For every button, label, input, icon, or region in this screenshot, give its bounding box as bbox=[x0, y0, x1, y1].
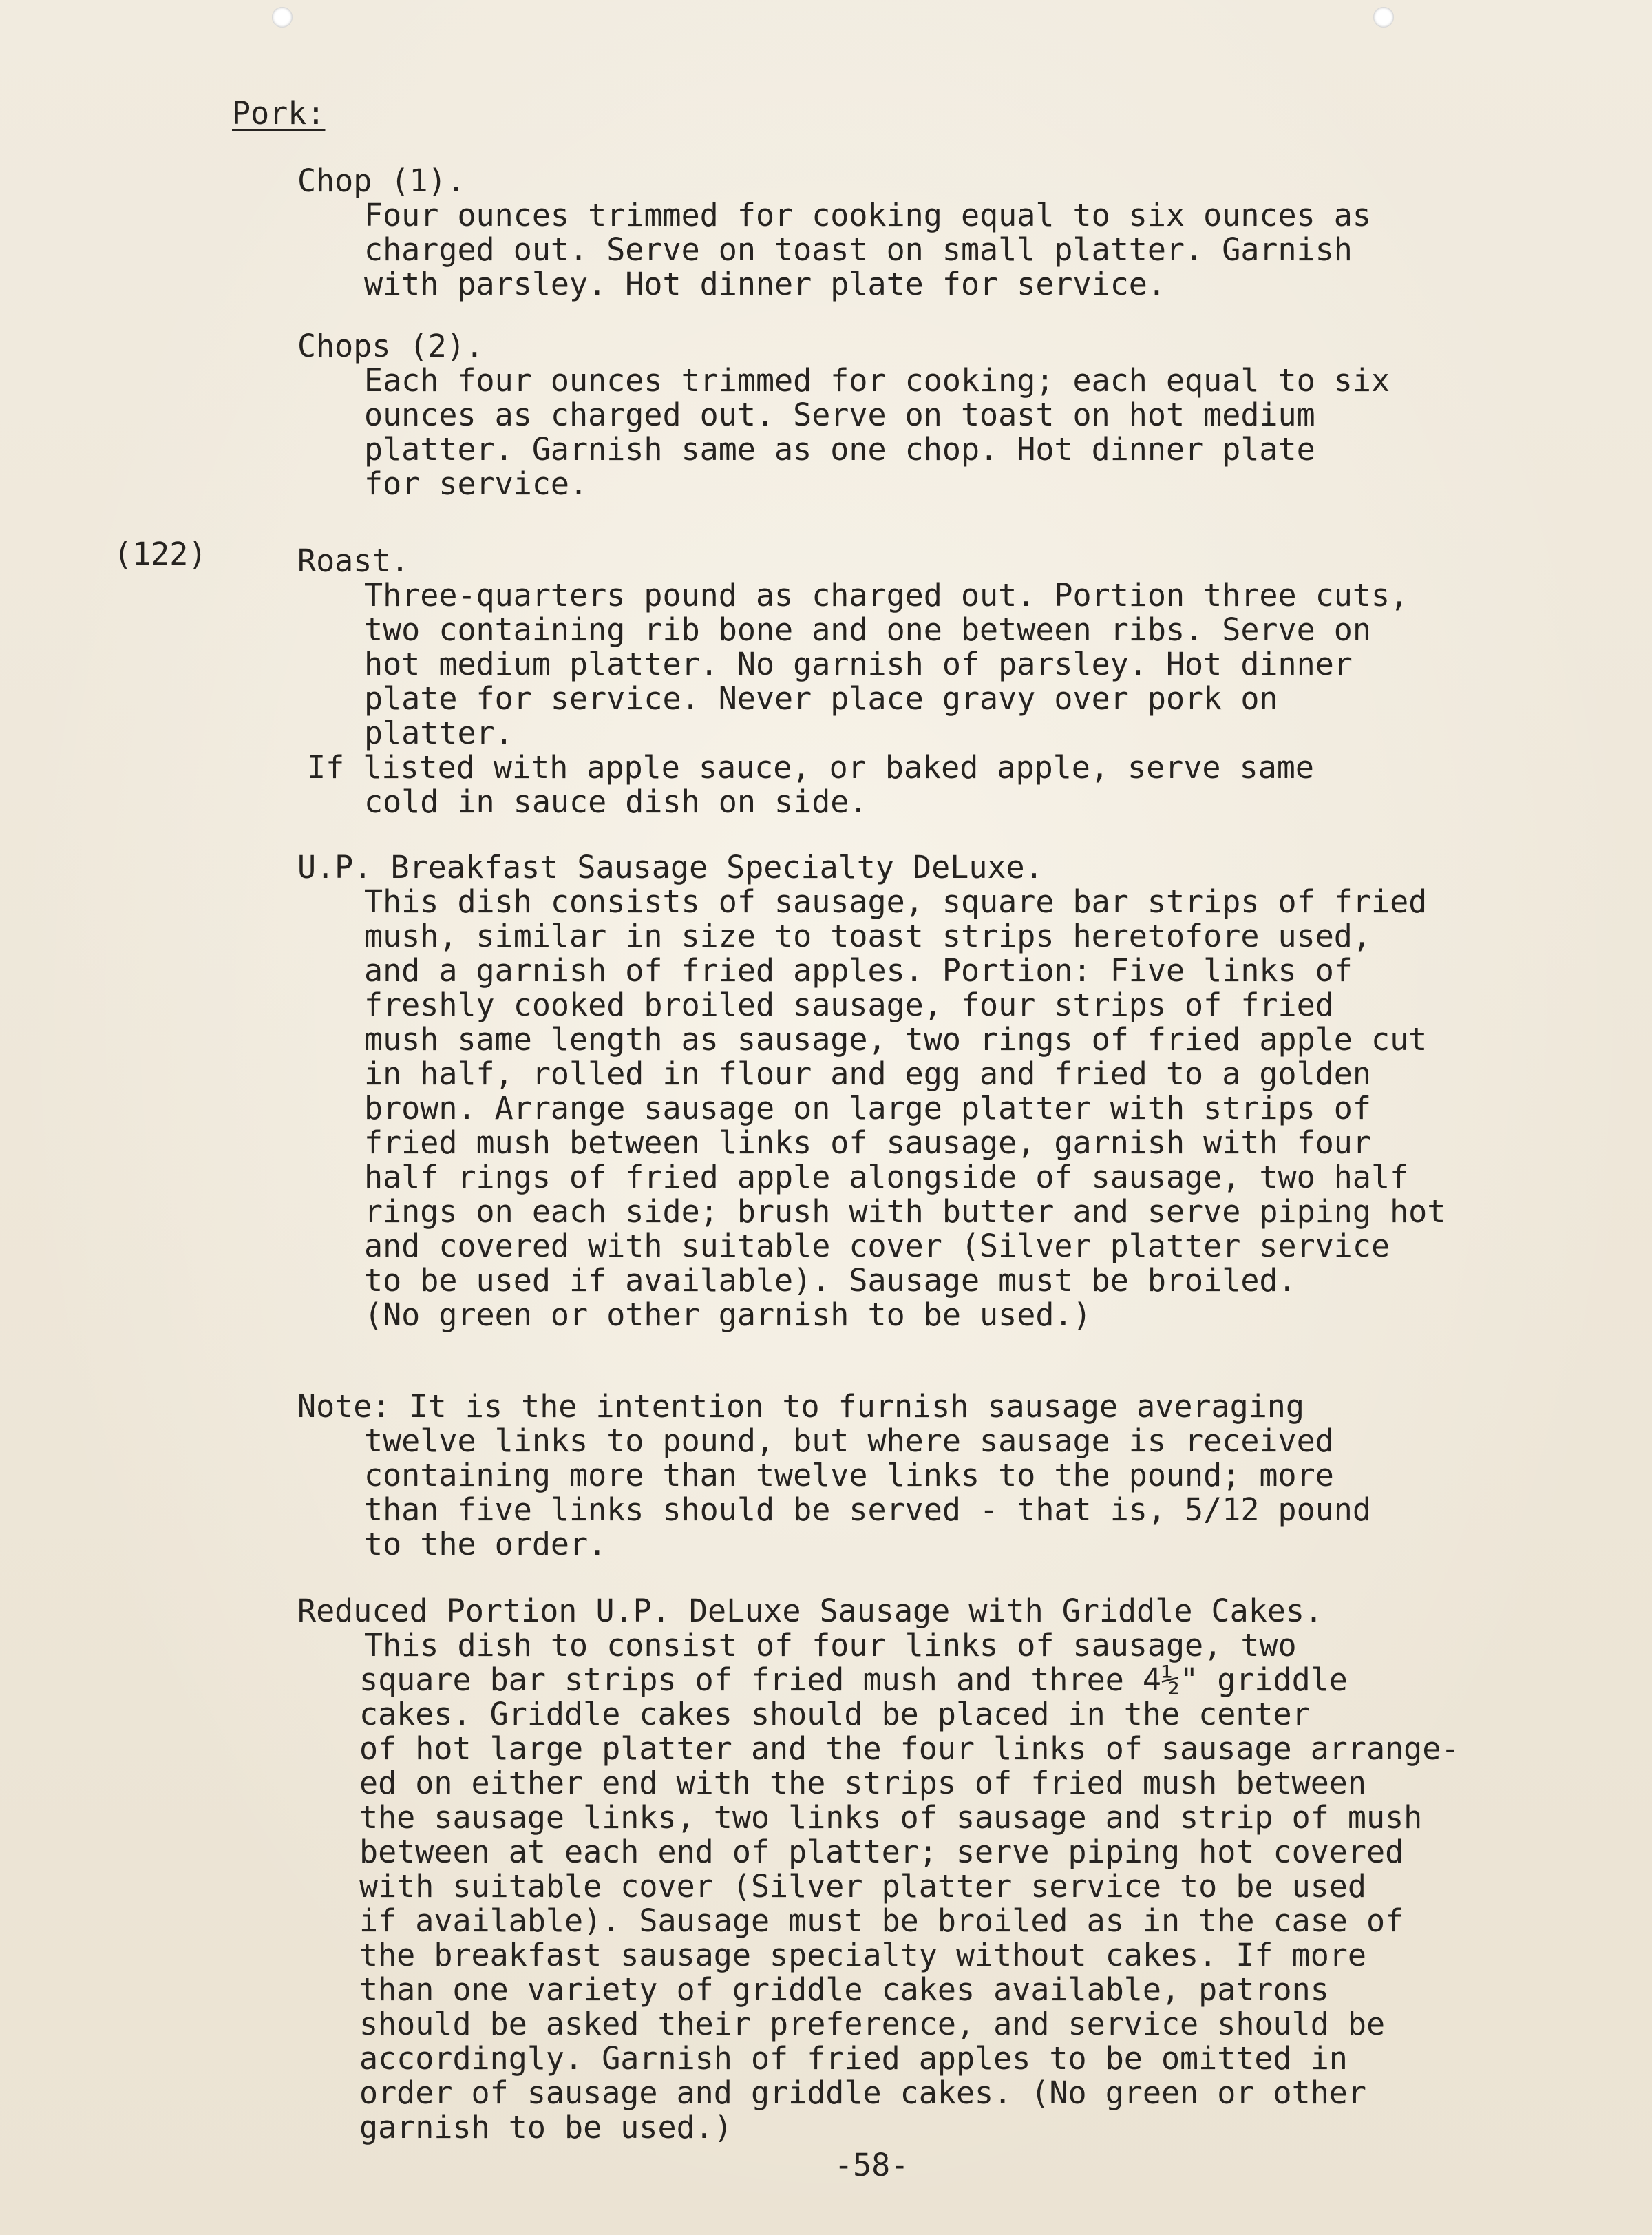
entry-title: Chop (1). bbox=[297, 162, 465, 199]
entry-line: accordingly. Garnish of fried apples to be omitted in bbox=[359, 2040, 1348, 2077]
entry-line: to be used if available). Sausage must be broiled. bbox=[364, 1262, 1297, 1299]
entry-note bbox=[297, 1389, 1371, 1562]
entry-line: Each four ounces trimmed for cooking; each equal to six bbox=[364, 362, 1390, 399]
entry-line: (No green or other garnish to be used.) bbox=[364, 1297, 1092, 1333]
entry-line: ounces as charged out. Serve on toast on hot medium bbox=[364, 397, 1315, 433]
entry-line: fried mush between links of sausage, garnish with four bbox=[364, 1124, 1371, 1161]
entry-line: with suitable cover (Silver platter service to be used bbox=[359, 1868, 1366, 1905]
entry-line: to the order. bbox=[364, 1526, 607, 1562]
entry-line: cakes. Griddle cakes should be placed in the center bbox=[359, 1696, 1311, 1732]
entry-line: brown. Arrange sausage on large platter with strips of bbox=[364, 1090, 1371, 1126]
entry-title: Roast. bbox=[297, 543, 410, 579]
entry-line: with parsley. Hot dinner plate for service. bbox=[364, 266, 1166, 302]
entry-title: U.P. Breakfast Sausage Specialty DeLuxe. bbox=[297, 849, 1044, 885]
page-number: -58- bbox=[834, 2147, 909, 2183]
entry-line: platter. bbox=[364, 715, 513, 751]
entry-line: the sausage links, two links of sausage and strip of mush bbox=[359, 1799, 1423, 1836]
entry-line: half rings of fried apple alongside of sausage, two half bbox=[364, 1159, 1409, 1195]
entry-line: should be asked their preference, and service should be bbox=[359, 2006, 1386, 2042]
entry-line: for service. bbox=[364, 465, 589, 502]
entry-line: This dish consists of sausage, square bar strips of fried bbox=[364, 883, 1428, 920]
entry-line: than one variety of griddle cakes available, patrons bbox=[359, 1971, 1329, 2008]
entry-line: twelve links to pound, but where sausage is received bbox=[364, 1423, 1334, 1459]
entry-line: Four ounces trimmed for cooking equal to six ounces as bbox=[364, 197, 1371, 233]
entry-line: If listed with apple sauce, or baked apple, serve same bbox=[307, 749, 1314, 786]
entry-line: plate for service. Never place gravy over pork on bbox=[364, 680, 1278, 717]
entry-breakfast-sausage bbox=[297, 850, 1446, 1332]
entry-reduced-portion bbox=[297, 1594, 1459, 2145]
entry-title: Reduced Portion U.P. DeLuxe Sausage with Griddle Cakes. bbox=[297, 1593, 1324, 1629]
entry-line: and a garnish of fried apples. Portion: Five links of bbox=[364, 952, 1353, 989]
entry-line: than five links should be served - that is, 5/12 pound bbox=[364, 1491, 1371, 1528]
entry-line: two containing rib bone and one between ribs. Serve on bbox=[364, 611, 1371, 648]
entry-chops-two bbox=[297, 329, 1390, 501]
reference-number: (122) bbox=[114, 536, 207, 572]
entry-line: square bar strips of fried mush and three 4½" griddle bbox=[359, 1661, 1348, 1698]
entry-line: between at each end of platter; serve piping hot covered bbox=[359, 1834, 1404, 1870]
entry-line: of hot large platter and the four links of sausage arrange- bbox=[359, 1730, 1460, 1767]
entry-chop-one bbox=[297, 164, 1371, 302]
entry-line: rings on each side; brush with butter and serve piping hot bbox=[364, 1193, 1446, 1230]
entry-line: platter. Garnish same as one chop. Hot dinner plate bbox=[364, 431, 1315, 468]
entry-line: cold in sauce dish on side. bbox=[364, 784, 868, 820]
entry-title: Chops (2). bbox=[297, 328, 484, 364]
entry-title: Note: It is the intention to furnish sausage averaging bbox=[297, 1388, 1304, 1425]
entry-line: mush, similar in size to toast strips heretofore used, bbox=[364, 918, 1371, 954]
punch-hole-left bbox=[272, 7, 293, 28]
entry-line: garnish to be used.) bbox=[359, 2109, 732, 2145]
entry-line: and covered with suitable cover (Silver platter service bbox=[364, 1228, 1390, 1264]
entry-line: This dish to consist of four links of sausage, two bbox=[364, 1627, 1297, 1664]
entry-line: in half, rolled in flour and egg and fried to a golden bbox=[364, 1056, 1371, 1092]
entry-line: mush same length as sausage, two rings of fried apple cut bbox=[364, 1021, 1428, 1058]
entry-line: Three-quarters pound as charged out. Portion three cuts, bbox=[364, 577, 1409, 613]
entry-line: ed on either end with the strips of fried mush between bbox=[359, 1765, 1366, 1801]
entry-line: if available). Sausage must be broiled as in the case of bbox=[359, 1902, 1404, 1939]
entry-line: hot medium platter. No garnish of parsley. Hot dinner bbox=[364, 646, 1353, 682]
section-heading: Pork: bbox=[232, 95, 326, 132]
entry-roast bbox=[297, 544, 1408, 819]
punch-hole-right bbox=[1373, 7, 1394, 28]
entry-line: the breakfast sausage specialty without cakes. If more bbox=[359, 1937, 1366, 1973]
entry-line: freshly cooked broiled sausage, four strips of fried bbox=[364, 987, 1334, 1023]
entry-line: charged out. Serve on toast on small platter. Garnish bbox=[364, 231, 1353, 268]
entry-line: containing more than twelve links to the pound; more bbox=[364, 1457, 1334, 1493]
entry-line: order of sausage and griddle cakes. (No green or other bbox=[359, 2075, 1366, 2111]
